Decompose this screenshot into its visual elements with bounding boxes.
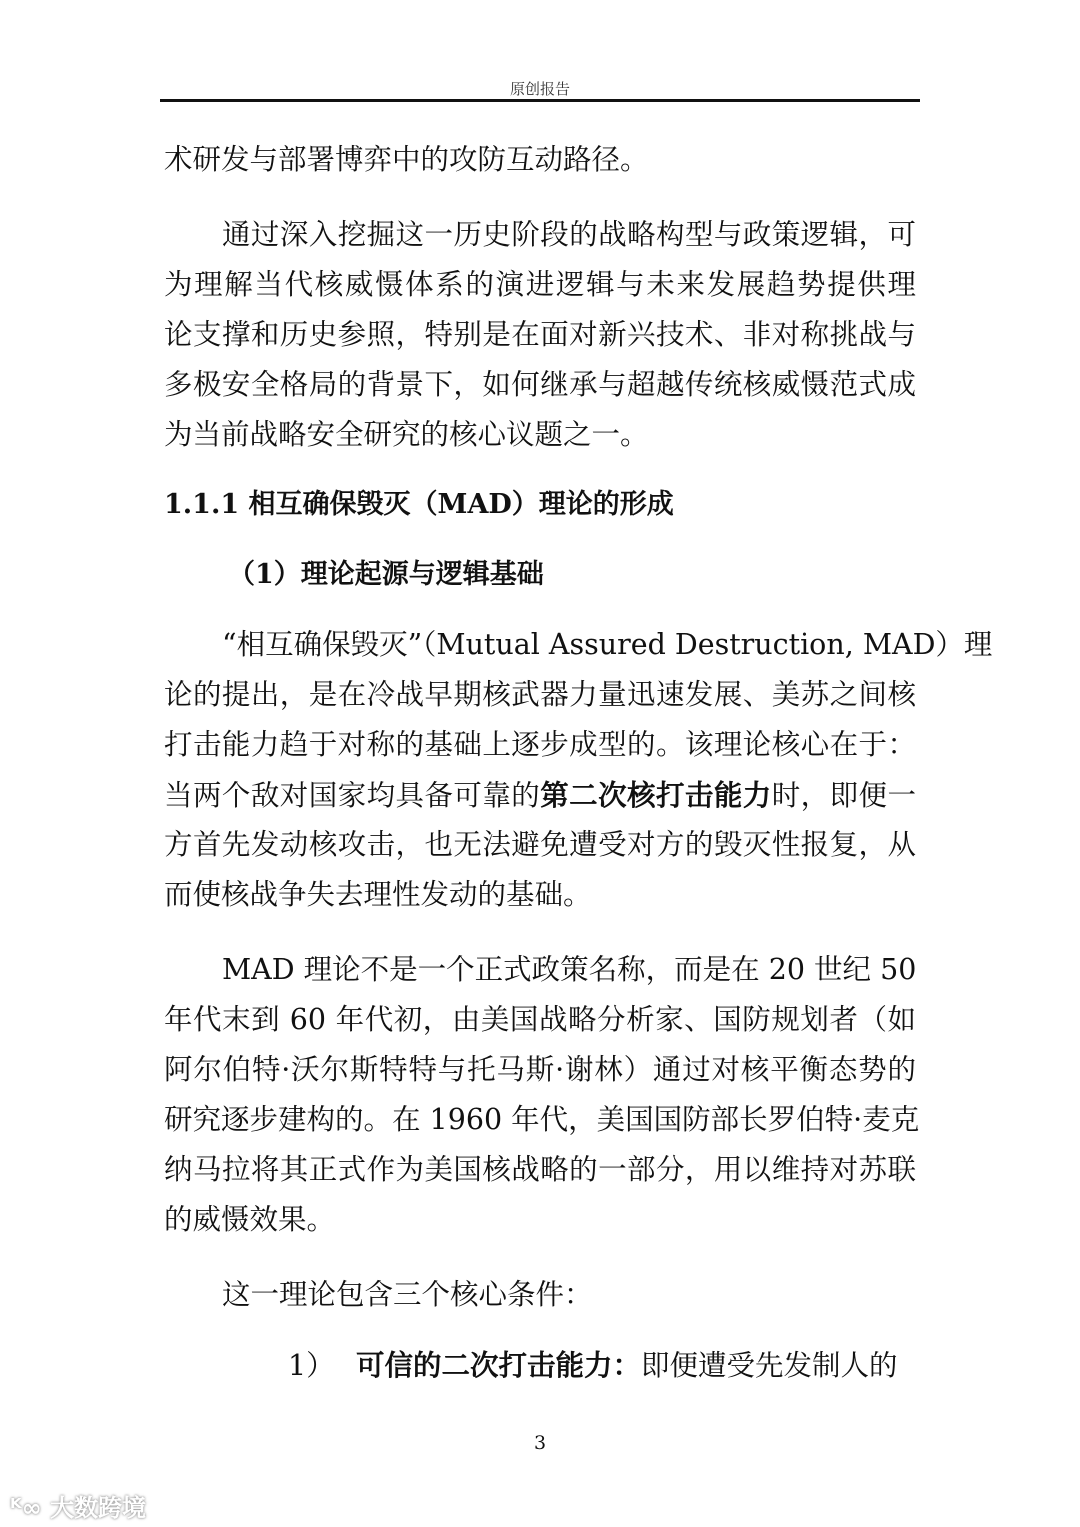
text-line: 多极安全格局的背景下，如何继承与超越传统核威慑范式成: [164, 368, 916, 401]
text-line: 为理解当代核威慑体系的演进逻辑与未来发展趋势提供理: [164, 268, 916, 301]
text-line: “相互确保毁灭”（Mutual Assured Destruction, MAD）理: [222, 628, 993, 661]
text-line: 术研发与部署博弈中的攻防互动路径。: [164, 143, 649, 176]
text-line: 为当前战略安全研究的核心议题之一。: [164, 418, 649, 451]
text-line: 论支撑和历史参照，特别是在面对新兴技术、非对称挑战与: [164, 318, 916, 351]
running-header: 原创报告: [509, 80, 570, 98]
text-line: 通过深入挖掘这一历史阶段的战略构型与政策逻辑，可: [222, 218, 916, 251]
text-line: 的威慑效果。: [164, 1203, 336, 1236]
list-text: 即便遭受先发制人的: [641, 1349, 898, 1382]
header-rule: [160, 99, 920, 102]
sub-heading: （1）理论起源与逻辑基础: [228, 559, 544, 590]
text-line: 而使核战争失去理性发动的基础。: [164, 878, 592, 911]
text-line: 论的提出，是在冷战早期核武器力量迅速发展、美苏之间核: [164, 678, 916, 711]
text-line: 阿尔伯特·沃尔斯特特与托马斯·谢林）通过对核平衡态势的: [164, 1053, 916, 1086]
text-line: [164, 770, 916, 820]
text-line: 这一理论包含三个核心条件：: [222, 1278, 593, 1311]
section-heading: 1.1.1 相互确保毁灭（MAD）理论的形成: [164, 489, 674, 520]
text-line: 纳马拉将其正式作为美国核战略的一部分，用以维持对苏联: [164, 1153, 916, 1186]
text-line: 年代末到 60 年代初，由美国战略分析家、国防规划者（如: [164, 1003, 916, 1036]
watermark-text: 大数跨境: [50, 1494, 147, 1522]
watermark: [10, 1488, 146, 1523]
text-line: MAD 理论不是一个正式政策名称，而是在 20 世纪 50: [222, 953, 917, 986]
list-item: [288, 1340, 916, 1390]
text-segment: 时，即便一: [771, 779, 916, 812]
text-segment: 当两个敌对国家均具备可靠的: [164, 779, 541, 812]
text-line: 方首先发动核攻击，也无法避免遭受对方的毁灭性报复，从: [164, 828, 916, 861]
bold-term: 第二次核打击能力: [540, 778, 772, 812]
watermark-logo-icon: ᴷ∞: [10, 1494, 51, 1522]
text-line: 研究逐步建构的。在 1960 年代，美国国防部长罗伯特·麦克: [164, 1103, 920, 1136]
list-term: 可信的二次打击能力：: [356, 1348, 642, 1382]
list-number: 1）: [288, 1349, 335, 1382]
text-line: 打击能力趋于对称的基础上逐步成型的。该理论核心在于：: [164, 728, 916, 761]
page-number: 3: [533, 1432, 547, 1454]
